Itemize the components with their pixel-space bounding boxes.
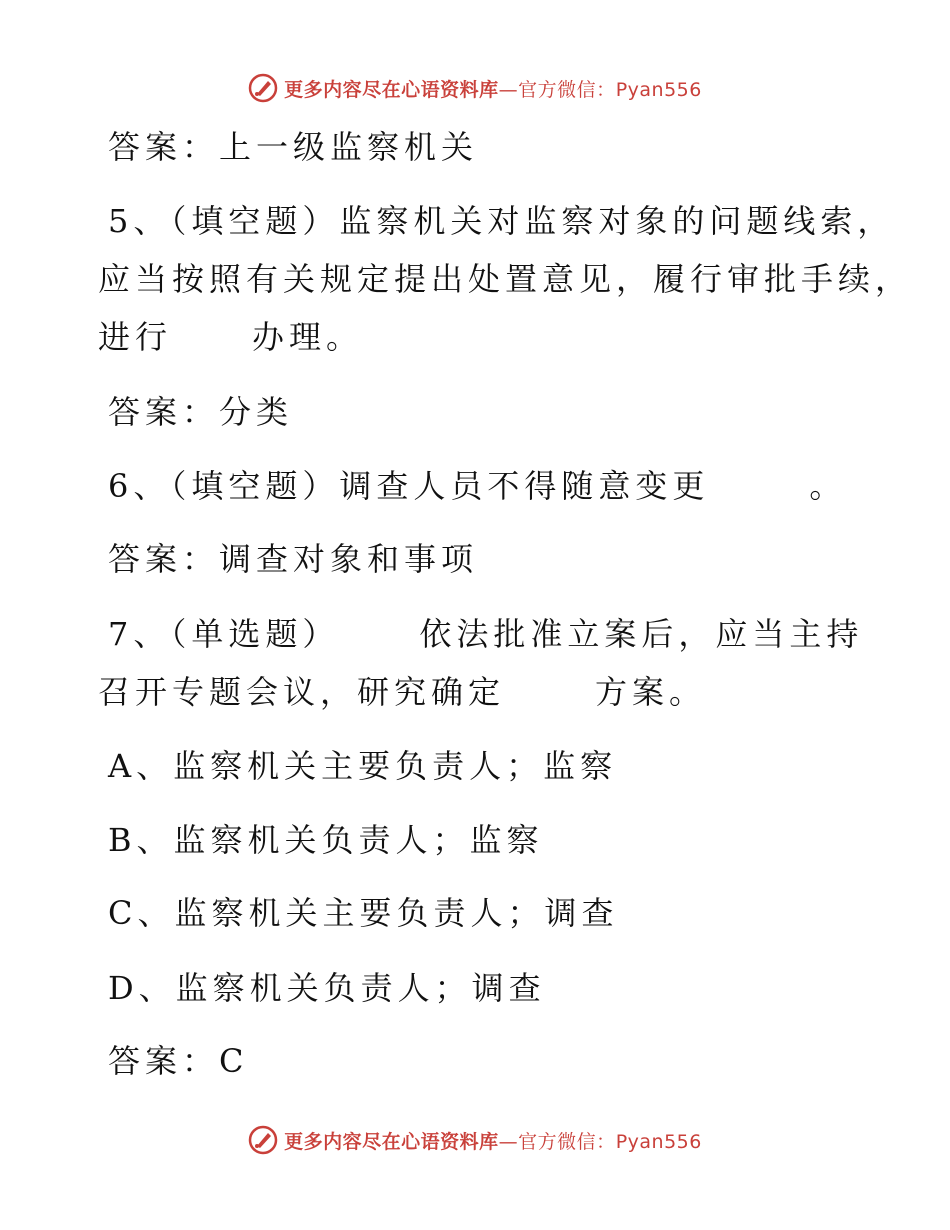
answer-5: 答案：分类 [108, 393, 294, 431]
question-5-line-3 [98, 317, 363, 357]
banner-wechat-label: 官方微信： [518, 1130, 616, 1153]
question-7-text-b: 依法批准立案后，应当主持 [419, 615, 864, 653]
question-7-line-1 [108, 614, 863, 654]
question-7-text-d: 方案。 [595, 673, 707, 711]
banner-dash: — [498, 1130, 519, 1153]
answer-4: 答案：上一级监察机关 [108, 128, 479, 166]
banner-dash: — [498, 78, 519, 101]
banner-handle: Pyan556 [615, 1130, 702, 1153]
question-7-line-2 [98, 672, 706, 712]
question-6-text: 6、（填空题）调查人员不得随意变更 [108, 467, 710, 505]
banner-handle: Pyan556 [615, 78, 702, 101]
option-b: B、监察机关负责人；监察 [108, 821, 544, 859]
question-7-text-a: 7、（单选题） [108, 615, 340, 653]
question-7-text-c: 召开专题会议，研究确定 [98, 673, 506, 711]
answer-6: 答案：调查对象和事项 [108, 540, 479, 578]
header-banner [0, 68, 950, 108]
question-5-text-b: 办理。 [252, 318, 364, 356]
footer-banner [0, 1120, 950, 1160]
option-d: D、监察机关负责人；调查 [108, 969, 546, 1007]
question-6-end: 。 [809, 467, 847, 505]
option-c: C、监察机关主要负责人；调查 [108, 894, 619, 932]
answer-7: 答案：C [108, 1042, 249, 1080]
question-5-text-a: 进行 [98, 318, 173, 356]
question-5-line-2: 应当按照有关规定提出处置意见，履行审批手续， [98, 260, 913, 298]
banner-lead: 更多内容尽在心语资料库 [284, 1130, 499, 1153]
question-5-line-1: 5、（填空题）监察机关对监察对象的问题线索， [108, 202, 895, 240]
banner-wechat-label: 官方微信： [518, 78, 616, 101]
question-6 [108, 466, 846, 506]
logo-icon [248, 1125, 278, 1155]
banner-lead: 更多内容尽在心语资料库 [284, 78, 499, 101]
banner-text [284, 75, 702, 102]
logo-icon [248, 73, 278, 103]
banner-text [284, 1127, 702, 1154]
option-a: A、监察机关主要负责人；监察 [108, 747, 618, 785]
